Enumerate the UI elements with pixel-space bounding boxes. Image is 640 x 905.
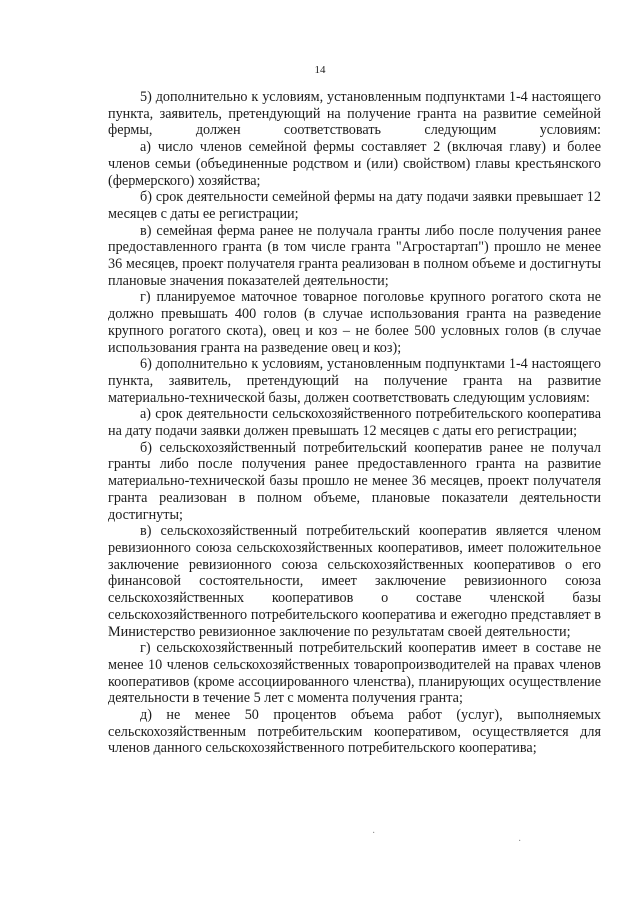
- paragraph-5g: г) планируемое маточное товарное поголовье крупного рогатого скота не должно превышать 400 голов (в случае использования гранта на разведение крупного рогатого скота), овец и коз – не более 500 условных голов (в случае использования гранта на разведение овец и коз);: [108, 289, 601, 356]
- scan-speck: ·: [372, 828, 376, 839]
- document-body: [108, 89, 601, 757]
- paragraph-6v: в) сельскохозяйственный потребительский кооператив является членом ревизионного союза сельскохозяйственных кооперативов, имеет положительное заключение ревизионного союза сельскохозяйственных кооперативов о его финансовой состоятельности, имеет заключение ревизионного союза сельскохозяйственных кооперативов о составе членской базы сельскохозяйственного потребительского кооператива и ежегодно представляет в Министерство ревизионное заключение по результатам своей деятельности;: [108, 523, 601, 640]
- paragraph-6a: а) срок деятельности сельскохозяйственного потребительского кооператива на дату подачи заявки должен превышать 12 месяцев с даты его регистрации;: [108, 406, 601, 440]
- paragraph-6: 6) дополнительно к условиям, установленным подпунктами 1-4 настоящего пункта, заявитель, претендующий на получение гранта на развитие материально-технической базы, должен соответствовать следующим условиям:: [108, 356, 601, 406]
- scan-speck: ·: [518, 836, 522, 847]
- paragraph-5a: а) число членов семейной фермы составляет 2 (включая главу) и более членов семьи (объединенные родством и (или) свойством) главы крестьянского (фермерского) хозяйства;: [108, 139, 601, 189]
- paragraph-6g: г) сельскохозяйственный потребительский кооператив имеет в составе не менее 10 членов сельскохозяйственных товаропроизводителей на правах членов кооперативов (кроме ассоциированного членства), планирующих осуществление деятельности в течение 5 лет с момента получения гранта;: [108, 640, 601, 707]
- paragraph-5v: в) семейная ферма ранее не получала гранты либо после получения ранее предоставленного гранта (в том числе гранта "Агростартап") прошло не менее 36 месяцев, проект получателя гранта реализован в полном объеме и достигнуты плановые значения показателей деятельности;: [108, 222, 601, 289]
- paragraph-6d: д) не менее 50 процентов объема работ (услуг), выполняемых сельскохозяйственным потребительским кооперативом, осуществляется для членов данного сельскохозяйственного потребительского кооператива;: [108, 707, 601, 757]
- paragraph-6b: б) сельскохозяйственный потребительский кооператив ранее не получал гранты либо после получения ранее предоставленного гранта на развитие материально-технической базы прошло не менее 36 месяцев, проект получателя гранта реализован в полном объеме, плановые показатели деятельности достигнуты;: [108, 439, 601, 523]
- page-number: 14: [314, 64, 326, 76]
- paragraph-5b: б) срок деятельности семейной фермы на дату подачи заявки превышает 12 месяцев с даты ее регистрации;: [108, 189, 601, 222]
- paragraph-5: 5) дополнительно к условиям, установленным подпунктами 1-4 настоящего пункта, заявитель, претендующий на получение гранта на развитие семейной фермы, должен соответствовать следующим условиям:: [108, 89, 601, 139]
